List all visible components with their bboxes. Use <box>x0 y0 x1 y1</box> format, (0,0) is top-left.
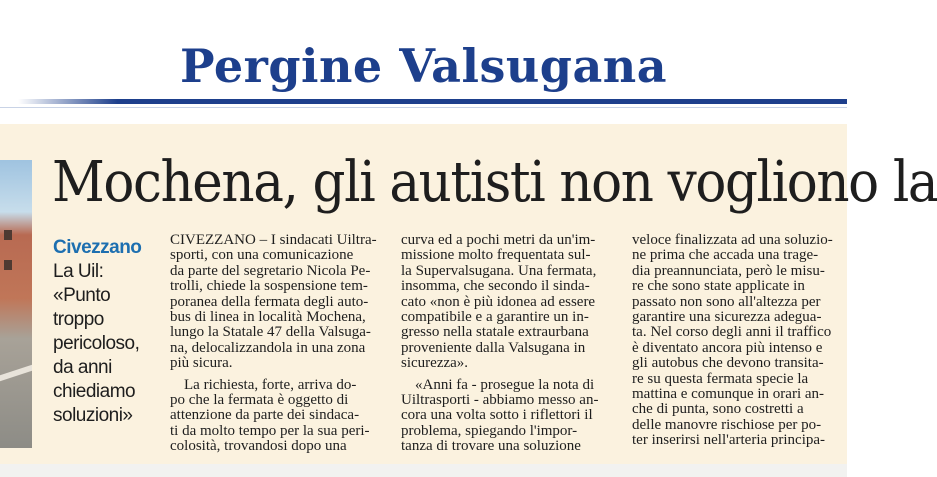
column-line: bus di linea in località Mochena, <box>170 309 366 326</box>
column-line: sicurezza». <box>401 355 469 372</box>
section-rule <box>18 99 847 104</box>
column-line: curva ed a pochi metri da un'im- <box>401 232 596 248</box>
photo-road <box>0 365 32 381</box>
column-line: ta. Nel corso degli anni il traffico <box>632 324 832 341</box>
column-line: da parte del segretario Nicola Pe- <box>170 262 371 279</box>
column-line: insomma, che secondo il sinda- <box>401 278 590 295</box>
kicker-line: soluzioni» <box>53 405 133 426</box>
kicker-line: La Uil: <box>53 261 104 282</box>
column-line: dia preannunciata, però le misu- <box>632 262 825 279</box>
column-line: sporti, con una comunicazione <box>170 247 354 264</box>
column-line: più sicura. <box>170 355 233 372</box>
article-headline: Mochena, gli autisti non vogliono la <box>52 150 937 215</box>
article-kicker <box>53 236 163 428</box>
column-line: compatibile e a garantire un in- <box>401 309 589 326</box>
article-column-1 <box>170 233 383 455</box>
column-line: proveniente dalla Valsugana in <box>401 339 586 356</box>
section-masthead <box>0 0 847 118</box>
column-line: ti da molto tempo per la sua peri- <box>170 422 370 439</box>
column-line: na, delocalizzandola in una zona <box>170 339 366 356</box>
column-line: garantire una sicurezza adegua- <box>632 309 822 326</box>
column-line: La richiesta, forte, arriva do- <box>184 376 357 393</box>
section-rule-thin <box>0 107 847 108</box>
photo-window <box>4 260 12 270</box>
article-photo <box>0 160 32 448</box>
column-line: cato «non è più idonea ad essere <box>401 293 596 310</box>
kicker-line: troppo <box>53 309 104 330</box>
kicker-line: pericoloso, <box>53 333 140 354</box>
column-line: ne prima che accada una trage- <box>632 247 819 264</box>
article-column-3 <box>632 233 847 449</box>
kicker-line: «Punto <box>53 285 111 306</box>
page-bottom-strip <box>0 464 847 477</box>
article-column-2 <box>401 233 615 455</box>
column-line: poranea della fermata degli auto- <box>170 293 369 310</box>
column-line: re su questa fermata specie la <box>632 370 809 387</box>
column-line: la Supervalsugana. Una fermata, <box>401 262 597 279</box>
column-line: Uiltrasporti - abbiamo messo an- <box>401 392 599 409</box>
column-line: attenzione da parte dei sindaca- <box>170 407 360 424</box>
column-line: delle manovre rischiose per po- <box>632 416 822 433</box>
section-title: Pergine Valsugana <box>179 39 668 93</box>
column-line: CIVEZZANO – I sindacati Uiltra- <box>170 232 377 248</box>
column-line: «Anni fa - prosegue la nota di <box>415 376 595 393</box>
kicker-place: Civezzano <box>53 237 142 258</box>
column-line: re che sono state applicate in <box>632 278 805 295</box>
column-line: ter inserirsi nell'arteria principa- <box>632 432 826 449</box>
column-line: passato non sono all'altezza per <box>632 293 821 310</box>
column-line: po che la fermata è oggetto di <box>170 392 349 409</box>
kicker-line: chiediamo <box>53 381 136 402</box>
column-line: missione molto frequentata sul- <box>401 247 591 264</box>
column-line: veloce finalizzata ad una soluzio- <box>632 232 833 248</box>
column-line: colosità, trovandosi dopo una <box>170 438 347 455</box>
column-line: lungo la Statale 47 della Valsuga- <box>170 324 371 341</box>
column-line: è diventato ancora più intenso e <box>632 339 823 356</box>
column-line: gresso nella statale extraurbana <box>401 324 589 341</box>
column-line: tanza di trovare una soluzione <box>401 438 581 455</box>
kicker-line: da anni <box>53 357 112 378</box>
column-line: gli autobus che devono transita- <box>632 355 824 372</box>
column-line: che di punta, sono costretti a <box>632 401 804 418</box>
column-line: problema, spiegando l'impor- <box>401 422 578 439</box>
column-line: trolli, chiede la sospensione tem- <box>170 278 368 295</box>
photo-window <box>4 230 12 240</box>
column-line: cora una volta sotto i riflettori il <box>401 407 593 424</box>
column-line: mattina e comunque in orari an- <box>632 386 825 403</box>
